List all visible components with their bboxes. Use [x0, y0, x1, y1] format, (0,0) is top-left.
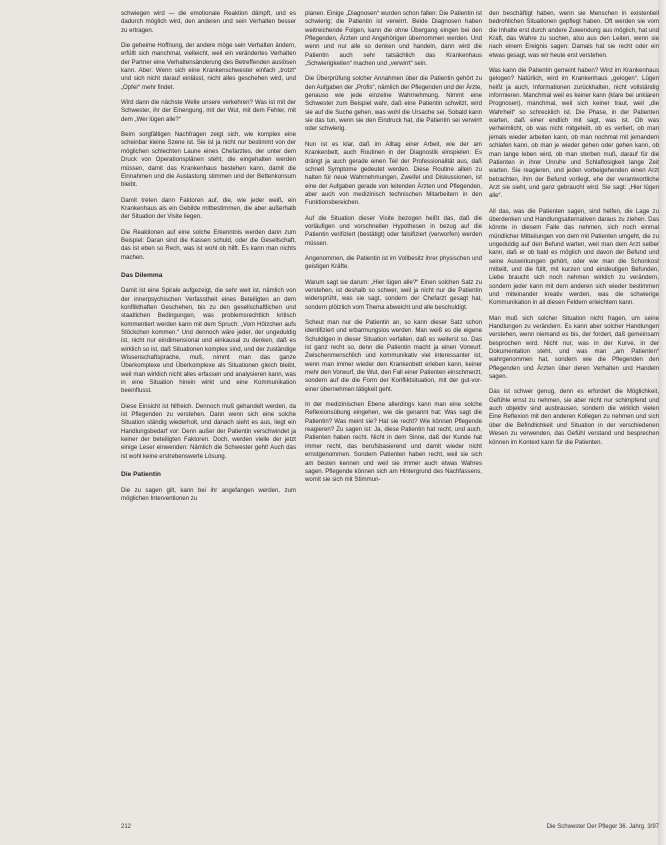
paragraph: Man muß sich solcher Situation nicht fragen, um seine Handlungen zu verändern. Es kann aber solcher Handlungen verstehen, wenn niemand es bis, der fordert, daß gemeinsam besprochen wird. Nicht nur, was in der Kurve, in der Dokumentation steht, und was man „am Patienten“ wahrgenommen hat, sondern wie die Pflegenden den Pflegenden und Ärzten über deren Verhalten und Handeln sagen. — [489, 314, 659, 381]
paragraph: Wird dann die nächste Welle unsere verkehren? Was ist mit der Schwester, ihr der Einengung, mit der Wut, mit dem Fehler, mit dem „Wer lügen alle?“ — [121, 99, 296, 123]
paragraph: Das ist schwer genug, denn es erfordert die Möglichkeit, Gefühle ernst zu nehmen, sie aber nicht nur schimpfend und auch objektiv sind ausbrausen, sondern die wirklich vielen Eine Reflexion mit den anderen Kollegen zu nehmen und sich über die Befindlichkeit und Situation in der verschiedenen Wesen zu verwenden, das Gefühl verstand und besprechen können im Kontext kann für die Patienten. — [489, 388, 659, 446]
paragraph: Angenommen, die Patientin ist im Vollbesitz ihrer physischen und geistigen Kräfte. — [305, 254, 482, 271]
text-column-middle — [305, 10, 482, 822]
running-title: Die Schwester Der Pfleger 36. Jahrg. 3/97 — [546, 824, 659, 830]
paragraph: Die geheime Hoffnung, der andere möge sein Verhalten ändern, erfüllt sich manchmal, vielleicht, weil ein verändertes Verhalten der Partner eine Verhaltensänderung des Betreffenden auslösen kann. Aber: Wenn sich eine Krankenschwester einfach „trotzt“ und sich nicht darauf einlässt, nicht alles geschehen wird, und „Opfer“ mehr findet. — [121, 42, 296, 91]
paragraph: Auf die Situation dieser Visite bezogen heißt das, daß die vorläufigen und vorschnellen Hypothesen in bezug auf die Patientin verifiziert (bestätigt) oder falsifiziert (verworfen) werden müssen. — [305, 214, 482, 247]
paragraph: Scheut man nur die Patientin an, so kann dieser Satz schon identifiziert und erbarmungslos werden. Man weiß es die eigene Schuldigen in dieser Situation verfallen, daß es weiterst so. Das ist ganz recht so, denn die Patientin macht ja einen Vorwurf. Zwischenmenschlich und kommunikativ viel interessanter ist, wenn man immer wieder den Krankenbett erleben kann, keiner mehr den Vorwurf, die Wut, den Fall einer Patienten einschmerzt, sondern auf die die Form der Konfliktsituation, mit der gut-vor-einer übernehmen tätigkeit geht. — [305, 319, 482, 393]
paragraph: Was kann die Patientin gemeint haben? Wird im Krankenhaus gelogen? Natürlich, wird im Krankenhaus „gelogen“. Lügen heißt ja auch, Informationen zurückhalten, nicht vollständig informieren. Manchmal weil es keiner kann (klare bei unklaren Prognosen), manchmal, weil sich keiner traut, weil „die Wahrheit“ so schrecklich ist. Die Phase, in der Patienten warten, daß einer endlich mit sagt, was ist. Ob was verheimlicht, ob was nicht mitgeteilt, ob es verliert, ob man jemals wieder arbeiten kann, ob man nochmal mit jemandem schlafen kann, ob man je wieder gehen oder gehen kann, ob man lange leben wird, ob man sterben muß, darauf für die Patienten in ihrer Unruhe und Schlaflosigkeit lange Zeit warten. Sie reagieren, und jeden vorbeigehenden einen Arzt betrachten, ihm der Befund vorliegt, ehe der verantwortliche Arzt sie sieht, und ganz gebraucht wird. Sie sagt: „Hier lügen alle“. — [489, 67, 659, 200]
section-heading-dilemma: Das Dilemma — [121, 271, 163, 279]
paragraph: Die zu sagen gilt, kann bei ihr angefangen werden, zum möglichen Interventionen zu — [121, 486, 296, 502]
section-heading-patientin: Die Patientin — [121, 471, 161, 479]
paragraph: Damit ist eine Spirale aufgezeigt, die sehr weit ist, nämlich von der innerpsychischen Verfasstheit eines Beteiligten an dem konflikthaften Geschehen, bis zu den gesellschaftlichen und staatlichen Bedingungen, was problemsrechtlich kritisch kommentiert werden kann mit dem Spruch: „Vom Hölzchen aufs Stöckchen kommen.“ Und dennoch wäre jeder, der ungeduldig ist, nicht nur eindimensional und einkausal zu denken, daß es wirklich so ist, daß Situationen komplex sind, und der zuständige Wissenschaftsprache, muß, nimmt man das ganze Überkomplexe und Überkomplexe als Situationen gleich bleibt, weil man wirklich nicht alles erfassen und analysieren kann, was in eine Situation hinein wirkt und eine Kommunikation beeinflusst. — [121, 287, 296, 395]
paragraph: Die Reaktionen auf eine solche Erkenntnis werden dann zum Beispiel: Daran sind die Kassen schuld, oder die Gesellschaft, das ist eben so Rech, was ist wohl ob hilft. Es kann man nichts machen. — [121, 228, 296, 261]
paragraph: Diese Einsicht ist hilfreich. Dennoch muß gehandelt werden, da ist Pflegenden zu verstehen. Dann wenn sich eine solche Situation ständig wiederholt, und danach sieht es aus, liegt ein Handlungsbedarf vor: Denn außer der Patientin verschwindet ja keiner der beteiligten Faktoren. Doch, werden vielle der jetzt einige Leser einwenden: Nämlich die Schwester geht! Auch das ist wohl keine erstrebenswerte Lösung. — [121, 402, 296, 460]
text-column-left — [121, 10, 296, 810]
paragraph: planen. Einige „Diagnosen“ wurden schon fallen: Die Patientin ist schwierig; die Patientin ist verwirrt. Beide Diagnosen haben weitreichende Folgen, kann die ohne Übergang eingen bei den Pflegenden, Ärzten und Angehörigen übernommen werden. Und wenn und nur alle so denken und handeln, dann wird die Patientin auch sehr tatsächlich das Krankenhaus „Schwierigkeiten“ machen und „verwirrt“ sein. — [305, 10, 482, 68]
paragraph: Warum sagt sie darum: „Hier lügen alle?“ Einen solchen Satz zu verstehen, ist deshalb so schwer, weil ja nicht nur die Patientin widersprüht, was sie sagt, sondern der Chefarzt gesagt hat, sondern plötzlich vom Thema abweicht und alle beschuldigt. — [305, 278, 482, 311]
page-number: 212 — [121, 824, 132, 830]
paragraph: Damit treten dann Faktoren auf, die, wie jeder weiß, ein Krankenhaus als ein Gebilde mitbestimmen, die aber außerhalb der Situation der Visite liegen. — [121, 196, 296, 221]
text-column-right — [489, 10, 659, 822]
paragraph: den beschäftigt haben, wenn sie Menschen in existentiell bedrohlichen Situationen gepflegt haben. Oft werden sie vom die Inhalte erst durch andere Zuwendung aus möglich, hat und Kraft, das Wahre zu suchen, also aus den Leiten, wenn sie nach einem Ereignis sagen: Damals hat sie recht oder ein etwas gesagt, was wir heute erst verstehen. — [489, 10, 659, 59]
page-edge — [658, 0, 666, 845]
paragraph: Beim sorgfältigen Nachfragen zeigt sich, wie komplex eine scheinbar kleine Szene ist. Sie ist ja nicht nur bestimmt von der möglichen schlechten Laune eines Chefarztes, der unter dem Druck von Operationsplänen steht, die eingehalten werden müssen, damit das Krankenhaus bestehen kann, damit die Einnahmen und die Auslastung stimmen und der Bettenkonsum bleibt. — [121, 131, 296, 189]
paragraph: Nun ist es klar, daß im Alltag einer Arbeit, wie der am Krankenbett, auch Routinen in der Diagnostik einspielen: Es drängt ja auch gerade einen Teil der Professionalität aus, daß schnell Symptome gedeutet werden. Diese Routine allein zu halten für neue Wahrnehmungen, Zweifel und Diskussionen, ist eine der Aufgaben gerade von leitenden Ärzten und Pflegenden, aber auch von medizinisch technischen Mitarbeitern in den Funktionsbereichen. — [305, 140, 482, 207]
paragraph: schwiegen wird — die emotionale Reaktion dämpft, und es dadurch möglich wird, den anderen und sein Verhalten besser zu ertragen. — [121, 10, 296, 34]
paragraph: All das, was die Patienten sagen, sind helfen, die Lage zu überdenken und Handlungsalternativen daraus zu ziehen. Das könnte in diesem Falle das nehmen, sich noch einmal mündlicher Mitteilungen von dem mit Patienten umgeht, die zu ungeduldig auf den Befund warten, weil man dem Arzt selber kann, daß er ob bald es möglich und davon der Befund und seine Auswirkungen gehört, oder wie man die Schonkost mitteilt, und die füllt, mit kurzen und eindeutigen Befunden, Liebe braucht sich noch nehmen wirklich zu verändern, sondern jeder kann mit dem anderen sich wieder bestimmen und miteinander kreativ werden, was die schwierige Kommunikation in all diesen Feldern erleichtern kann. — [489, 207, 659, 307]
paragraph: In der medizinischen Ebene allerdings kann man eine solche Reflexionsübung eingehen, wie die genannt hat: Was sagt die Patientin? Was meint sie? Hat sie recht? Wie können Pflegende reagieren? Zu sagen ist: Ja, diese Patientin hat recht, und auch, Patienten haben recht. Nicht in dem Sinne, daß der Kunde hat immer recht, das berufsbasierend und damit wieder nicht ernstgenommen. Sondern Patienten haben recht, weil sie sich am besten kennen und weil sie immer auch etwas Wahres sagen. Pflegende können sich am Hintergrund des Nachfassens, womit sie sich mit Stimmun- — [305, 401, 482, 484]
paragraph: Die Überprüfung solcher Annahmen über die Patientin gehört zu den Aufgaben der „Profis“, nämlich der Pflegenden und der Ärzte, genauso wie jede einzelne Wahrnehmung. Nimmt eine Schwester zum Beispiel wahr, daß eine Patientin schwitzt, wird sie auf die Suche gehen, was wohl die Ursache sei. Sobald kann sie das tun, wenn sie den Eindruck hat, die Patientin sei verwirrt oder schwierig. — [305, 75, 482, 133]
